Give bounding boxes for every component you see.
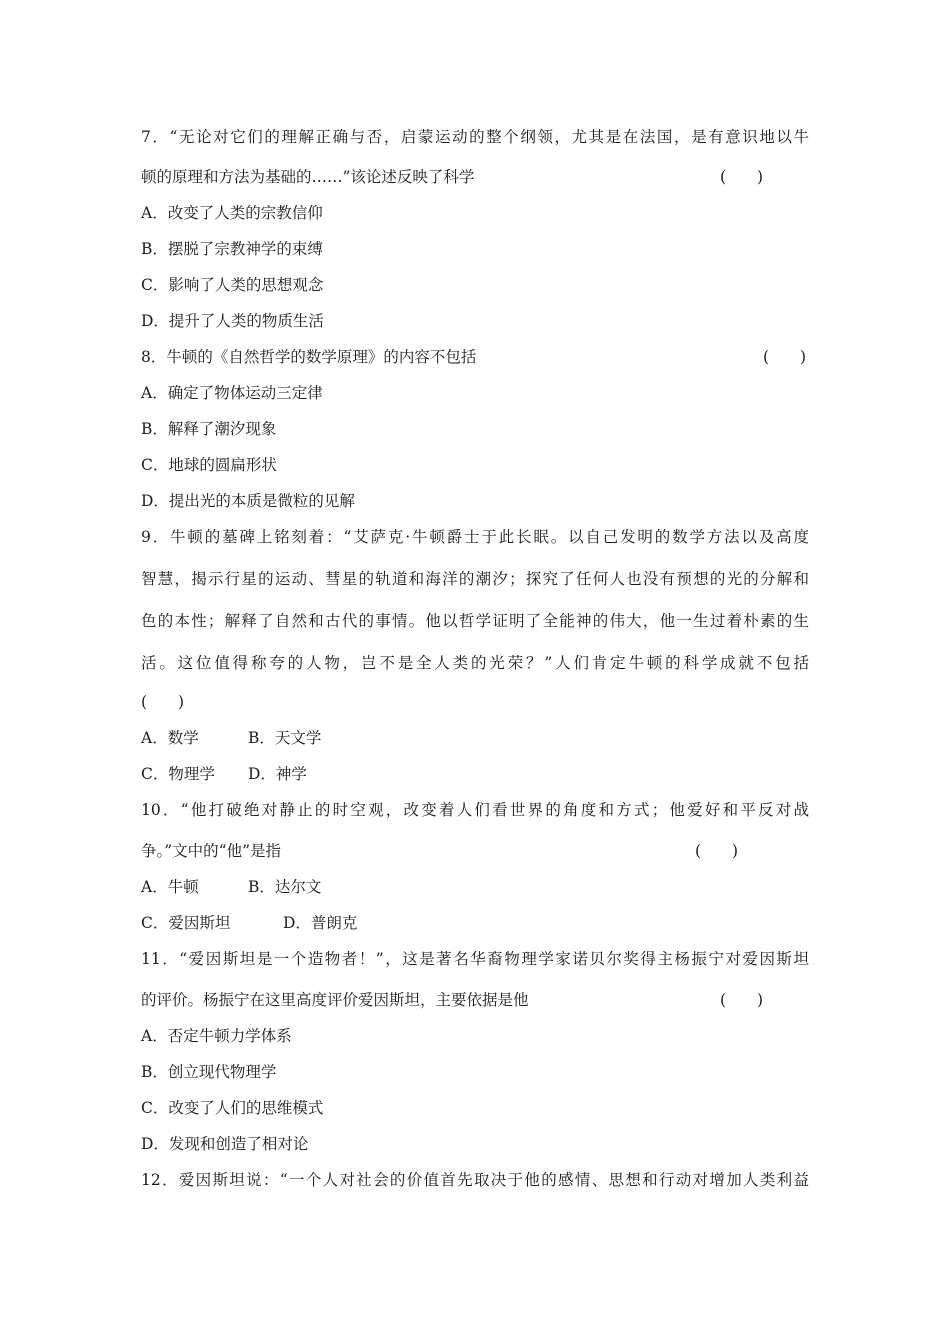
question-9-option-d: D．神学: [248, 765, 307, 783]
question-10-answer-blank: ( ): [695, 842, 739, 860]
question-9-stem-line-2: 智慧，揭示行星的运动、彗星的轨道和海洋的潮汐；探究了任何人也没有预想的光的分解和: [141, 570, 809, 588]
question-11-stem-line-2: 的评价。杨振宁在这里高度评价爱因斯坦，主要依据是他: [141, 991, 529, 1009]
question-8-option-a: A．确定了物体运动三定律: [141, 384, 323, 402]
question-7-option-a: A．改变了人类的宗教信仰: [141, 204, 323, 222]
question-8-option-c: C．地球的圆扁形状: [141, 456, 277, 474]
question-9-stem-line-4: 活。这位值得称夸的人物，岂不是全人类的光荣？”人们肯定牛顿的科学成就不包括: [141, 654, 809, 672]
question-11-option-d: D．发现和创造了相对论: [141, 1135, 309, 1153]
question-9-stem-line-3: 色的本性；解释了自然和古代的事情。他以哲学证明了全能神的伟大，他一生过着朴素的生: [141, 612, 809, 630]
question-9-stem-line-1: 9．牛顿的墓碑上铭刻着：“艾萨克·牛顿爵士于此长眠。以自己发明的数学方法以及高度: [141, 528, 809, 546]
question-7-option-c: C．影响了人类的思想观念: [141, 276, 324, 294]
question-11-option-a: A．否定牛顿力学体系: [141, 1027, 292, 1045]
question-10-option-b: B．达尔文: [248, 878, 322, 896]
question-7-answer-blank: ( ): [720, 168, 764, 186]
question-11-option-c: C．改变了人们的思维模式: [141, 1099, 324, 1117]
question-12-stem-line-1: 12．爱因斯坦说：“一个人对社会的价值首先取决于他的感情、思想和行动对增加人类利益: [141, 1171, 809, 1189]
question-9-option-c: C．物理学: [141, 765, 215, 783]
question-9-answer-blank: ( ): [141, 693, 185, 711]
question-10-stem-line-1: 10．“他打破绝对静止的时空观，改变着人们看世界的角度和方式；他爱好和平反对战: [141, 801, 809, 819]
question-10-option-d: D．普朗克: [283, 914, 358, 932]
question-10-option-c: C．爱因斯坦: [141, 914, 231, 932]
question-9-option-a: A．数学: [141, 729, 199, 747]
question-7-stem-line-1: 7．“无论对它们的理解正确与否，启蒙运动的整个纲领，尤其是在法国，是有意识地以牛: [141, 128, 809, 146]
question-7-option-d: D．提升了人类的物质生活: [141, 312, 324, 330]
question-11-answer-blank: ( ): [720, 991, 764, 1009]
question-8-option-b: B．解释了潮汐现象: [141, 420, 277, 438]
question-10-stem-line-2: 争。”文中的“他”是指: [141, 842, 282, 860]
question-10-option-a: A．牛顿: [141, 878, 199, 896]
question-9-option-b: B．天文学: [248, 729, 322, 747]
question-7-stem-line-2: 顿的原理和方法为基础的……”该论述反映了科学: [141, 168, 475, 186]
question-11-stem-line-1: 11．“爱因斯坦是一个造物者！”，这是著名华裔物理学家诺贝尔奖得主杨振宁对爱因斯坦: [141, 950, 809, 968]
question-11-option-b: B．创立现代物理学: [141, 1063, 277, 1081]
question-8-option-d: D．提出光的本质是微粒的见解: [141, 492, 355, 510]
question-8-stem: 8．牛顿的《自然哲学的数学原理》的内容不包括: [141, 348, 477, 366]
question-7-option-b: B．摆脱了宗教神学的束缚: [141, 240, 323, 258]
question-8-answer-blank: ( ): [763, 348, 807, 366]
